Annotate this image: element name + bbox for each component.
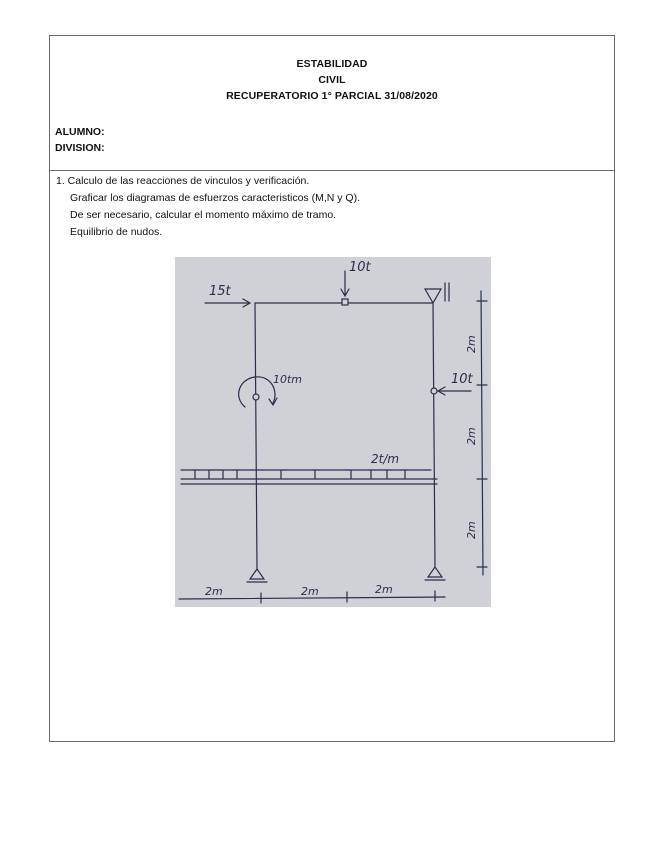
dim-v1-label: 2m: [465, 335, 478, 353]
top-right-support: [425, 289, 441, 303]
distributed-load-arrows: [195, 470, 405, 478]
left-hinge: [253, 394, 259, 400]
frame-sketch: [175, 257, 491, 607]
student-fields: [55, 124, 105, 156]
structure-sketch-photo: [175, 257, 491, 607]
question-1: [56, 173, 360, 241]
exam-header: [50, 36, 614, 171]
load-right-label: 10t: [451, 372, 473, 387]
dim-v3-label: 2m: [465, 521, 478, 539]
moment-arc: [239, 377, 275, 407]
top-hinge: [342, 299, 348, 305]
exam-name: RECUPERATORIO 1° PARCIAL 31/08/2020: [226, 90, 438, 102]
division-label: DIVISION:: [55, 142, 105, 154]
load-top-label: 10t: [349, 260, 371, 275]
dim-h2-label: 2m: [301, 585, 319, 598]
exam-title-block: [50, 56, 614, 104]
exam-sheet: [49, 35, 615, 742]
dim-h3-label: 2m: [375, 583, 393, 596]
question-line-1: 1. Calculo de las reacciones de vinculos y verificación.: [56, 175, 310, 187]
question-line-4: Equilibrio de nudos.: [70, 226, 163, 238]
dim-h1-label: 2m: [205, 585, 223, 598]
course-subtitle: CIVIL: [318, 74, 346, 86]
load-left-label: 15t: [209, 284, 231, 299]
question-line-2: Graficar los diagramas de esfuerzos caracteristicos (M,N y Q).: [70, 192, 361, 204]
left-column: [255, 303, 257, 569]
vertical-dimension: [481, 291, 483, 575]
distributed-label: 2t/m: [371, 452, 400, 466]
right-bottom-support: [428, 567, 442, 577]
course-title: ESTABILIDAD: [296, 58, 368, 70]
dim-v2-label: 2m: [465, 427, 478, 445]
question-line-3: De ser necesario, calcular el momento máximo de tramo.: [70, 209, 337, 221]
left-bottom-support: [250, 569, 264, 579]
moment-label: 10tm: [273, 373, 303, 386]
right-column: [433, 303, 435, 567]
right-hinge: [431, 388, 437, 394]
alumno-label: ALUMNO:: [55, 126, 105, 138]
